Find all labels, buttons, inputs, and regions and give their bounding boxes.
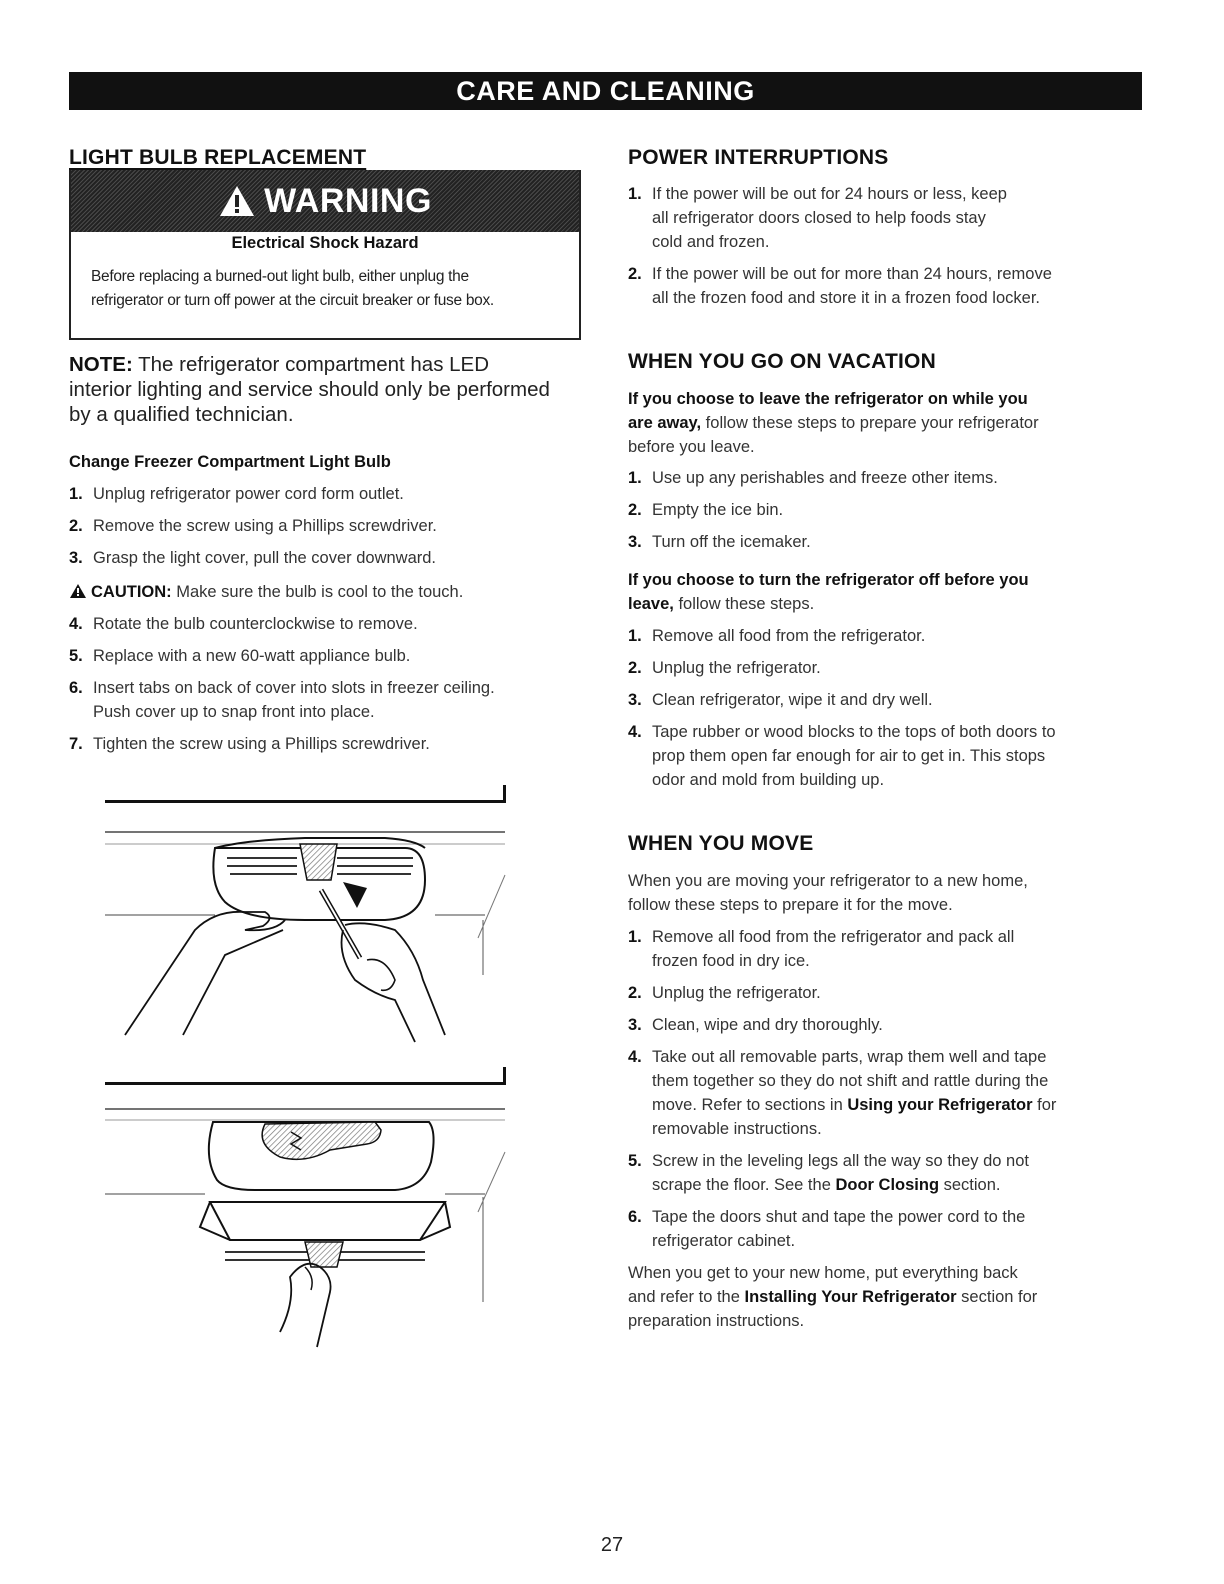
caution-line (69, 580, 589, 604)
warning-triangle-icon (218, 184, 256, 218)
warning-line-1: Before replacing a burned-out light bulb, either unplug the (91, 268, 469, 285)
list-item: 5. Replace with a new 60-watt appliance bulb. (69, 647, 411, 665)
page-number: 27 (600, 1534, 624, 1556)
light-bulb-title: LIGHT BULB REPLACEMENT (69, 146, 367, 169)
caution-text: Make sure the bulb is cool to the touch. (171, 583, 464, 601)
list-item: 2. Unplug the refrigerator. (628, 659, 821, 677)
remove-screw-illustration (105, 780, 515, 1050)
list-item: 2. Empty the ice bin. (628, 501, 784, 519)
list-item: 1. Unplug refrigerator power cord form outlet. (69, 485, 404, 503)
list-item: 1. Remove all food from the refrigerator and pack all frozen food in dry ice. (628, 928, 1015, 970)
when-you-move-title: WHEN YOU MOVE (628, 832, 814, 855)
list-item: 6. Tape the doors shut and tape the power cord to the refrigerator cabinet. (628, 1208, 1026, 1250)
note-label: NOTE: (69, 353, 133, 376)
warning-body (91, 265, 567, 313)
note-line-1: The refrigerator compartment has LED (132, 353, 490, 376)
power-interruptions-title: POWER INTERRUPTIONS (628, 146, 889, 169)
move-intro: When you are moving your refrigerator to a new home, follow these steps to prepare it for the move. (628, 872, 1028, 914)
caution-triangle-icon (69, 583, 87, 599)
change-bulb-heading: Change Freezer Compartment Light Bulb (69, 453, 391, 471)
warning-heading: WARNING (264, 181, 432, 220)
list-item: 6. Insert tabs on back of cover into slots in freezer ceiling. Push cover up to snap front into place. (69, 679, 495, 721)
list-item: 3. Clean refrigerator, wipe it and dry well. (628, 691, 933, 709)
note-line-2: interior lighting and service should only be performed (69, 378, 550, 401)
warning-box (69, 170, 581, 340)
list-item: 2. Remove the screw using a Phillips screwdriver. (69, 517, 437, 535)
move-outro: When you get to your new home, put everything back and refer to the Installing Your Refrigerator section for preparation instructions. (628, 1264, 1038, 1330)
list-item: 7. Tighten the screw using a Phillips screwdriver. (69, 735, 430, 753)
caution-label: CAUTION: (91, 583, 172, 601)
vacation-intro-on: If you choose to leave the refrigerator on while you are away, follow these steps to prepare your refrigerator before you leave. (628, 390, 1039, 456)
list-item: 2. Unplug the refrigerator. (628, 984, 821, 1002)
list-item: 4. Rotate the bulb counterclockwise to remove. (69, 615, 418, 633)
list-item: 3. Clean, wipe and dry thoroughly. (628, 1016, 883, 1034)
list-item: 4. Take out all removable parts, wrap them well and tape them together so they do not shift and rattle during the move. Refer to sections in Using your Refrigerator for removable instructions. (628, 1048, 1057, 1138)
replace-bulb-illustration (105, 1062, 515, 1352)
vacation-title: WHEN YOU GO ON VACATION (628, 350, 936, 373)
list-item: 1. If the power will be out for 24 hours or less, keep all refrigerator doors closed to help foods stay cold and frozen. (628, 185, 1007, 251)
note-line-3: by a qualified technician. (69, 403, 294, 426)
led-note (69, 352, 589, 427)
warning-line-2: refrigerator or turn off power at the circuit breaker or fuse box. (91, 292, 494, 309)
list-item: 3. Grasp the light cover, pull the cover downward. (69, 549, 437, 567)
list-item: 2. If the power will be out for more than 24 hours, remove all the frozen food and store it in a frozen food locker. (628, 265, 1052, 307)
vacation-intro-off: If you choose to turn the refrigerator off before you leave, follow these steps. (628, 571, 1029, 613)
list-item: 3. Turn off the icemaker. (628, 533, 811, 551)
warning-subheading: Electrical Shock Hazard (231, 234, 419, 252)
list-item: 5. Screw in the leveling legs all the way so they do not scrape the floor. See the Door Closing section. (628, 1152, 1029, 1194)
list-item: 1. Remove all food from the refrigerator. (628, 627, 926, 645)
section-banner: CARE AND CLEANING (69, 72, 1142, 110)
warning-header (71, 170, 579, 232)
list-item: 1. Use up any perishables and freeze other items. (628, 469, 998, 487)
list-item: 4. Tape rubber or wood blocks to the tops of both doors to prop them open far enough for air to get in. This stops odor and mold from building up. (628, 723, 1056, 789)
